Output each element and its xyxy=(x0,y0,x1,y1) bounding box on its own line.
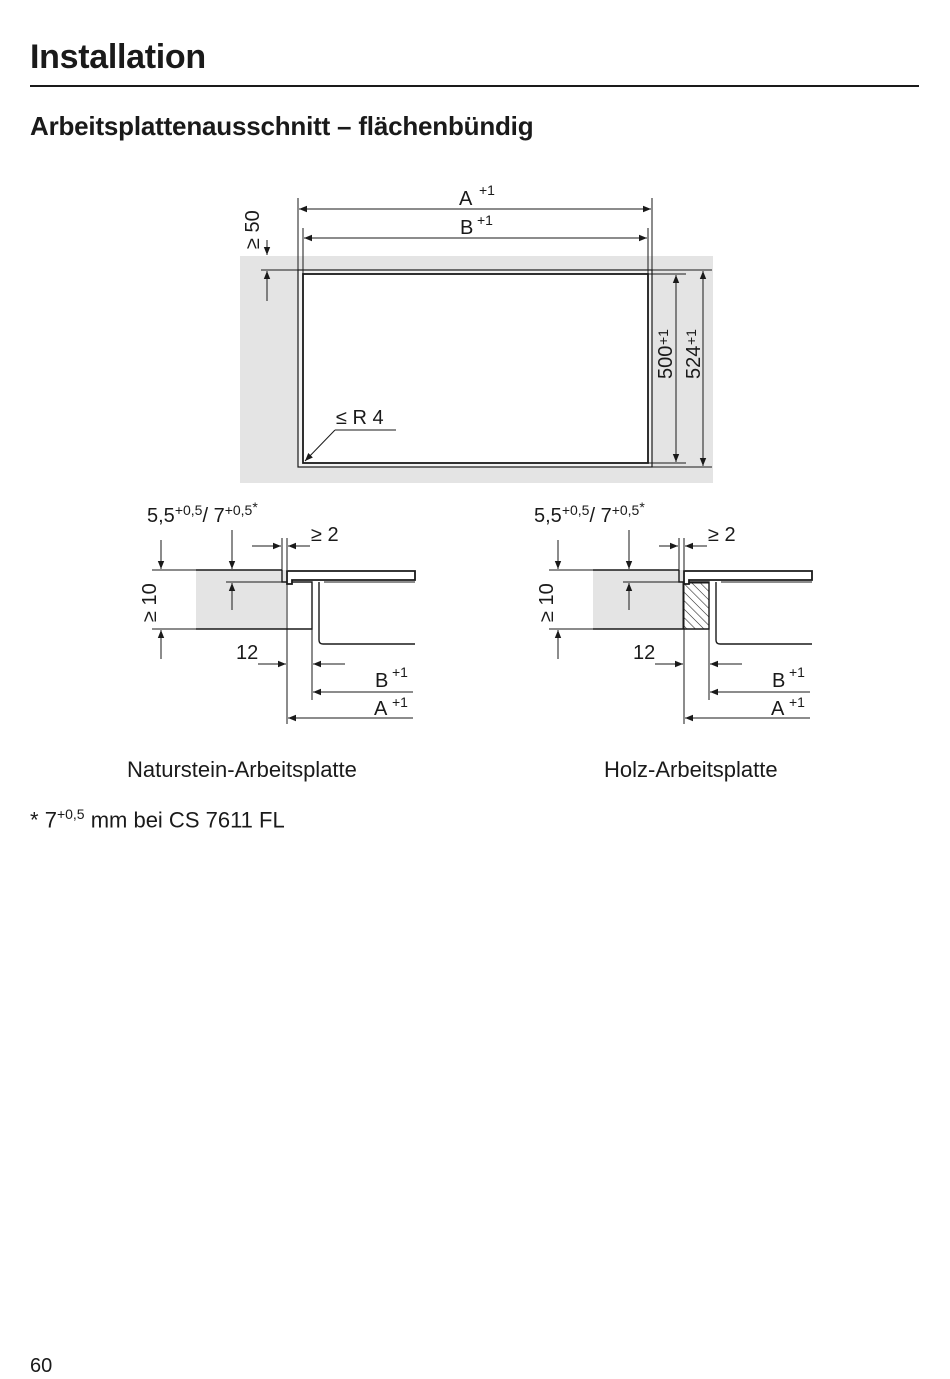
dim-524-label: 524 xyxy=(683,345,705,379)
detail-wood xyxy=(534,499,812,724)
hatched-edge xyxy=(683,583,709,629)
inner-cutout xyxy=(303,274,648,463)
dim-front-label: ≥ 50 xyxy=(242,210,264,249)
dim-b-label: B xyxy=(772,670,786,692)
dim-524-tol: +1 xyxy=(683,329,699,345)
gap-label: ≥ 2 xyxy=(311,524,339,546)
depth-label: $5,5^{+0,5}/$ $7^{+0,5}*$ xyxy=(534,499,645,527)
offset-label: 12 xyxy=(633,642,656,664)
radius-label: ≤ R 4 xyxy=(336,407,384,429)
dim-b-label: B xyxy=(375,670,389,692)
dim-a-label: A xyxy=(459,188,473,210)
thickness-label: ≥ 10 xyxy=(536,583,558,622)
dim-a-label: A xyxy=(771,698,785,720)
offset-label: 12 xyxy=(236,642,259,664)
page-title: Installation xyxy=(30,38,206,76)
dim-b-label: B xyxy=(460,217,474,239)
caption-wood: Holz-Arbeitsplatte xyxy=(604,757,778,782)
dim-b-tol: +1 xyxy=(789,664,805,680)
dim-a-label: A xyxy=(374,698,388,720)
dim-a-tol: +1 xyxy=(479,182,495,198)
depth-label: $5,5^{+0,5}/$ $7^{+0,5}*$ xyxy=(147,499,258,527)
section-title: Arbeitsplattenausschnitt – flächenbündig xyxy=(30,111,534,141)
dim-500-tol: +1 xyxy=(655,329,671,345)
plan-view xyxy=(240,182,713,483)
gap-label: ≥ 2 xyxy=(708,524,736,546)
dim-b-tol: +1 xyxy=(477,212,493,228)
caption-natural-stone: Naturstein-Arbeitsplatte xyxy=(127,757,357,782)
thickness-label: ≥ 10 xyxy=(139,583,161,622)
dim-500-label: 500 xyxy=(655,345,677,379)
detail-natural-stone xyxy=(139,499,415,724)
dim-b-tol: +1 xyxy=(392,664,408,680)
footnote: * $7^{+0,5}$ mm bei CS 7611 FL xyxy=(30,806,285,833)
dim-a-tol: +1 xyxy=(392,694,408,710)
dim-a-tol: +1 xyxy=(789,694,805,710)
page-number: 60 xyxy=(30,1355,53,1377)
